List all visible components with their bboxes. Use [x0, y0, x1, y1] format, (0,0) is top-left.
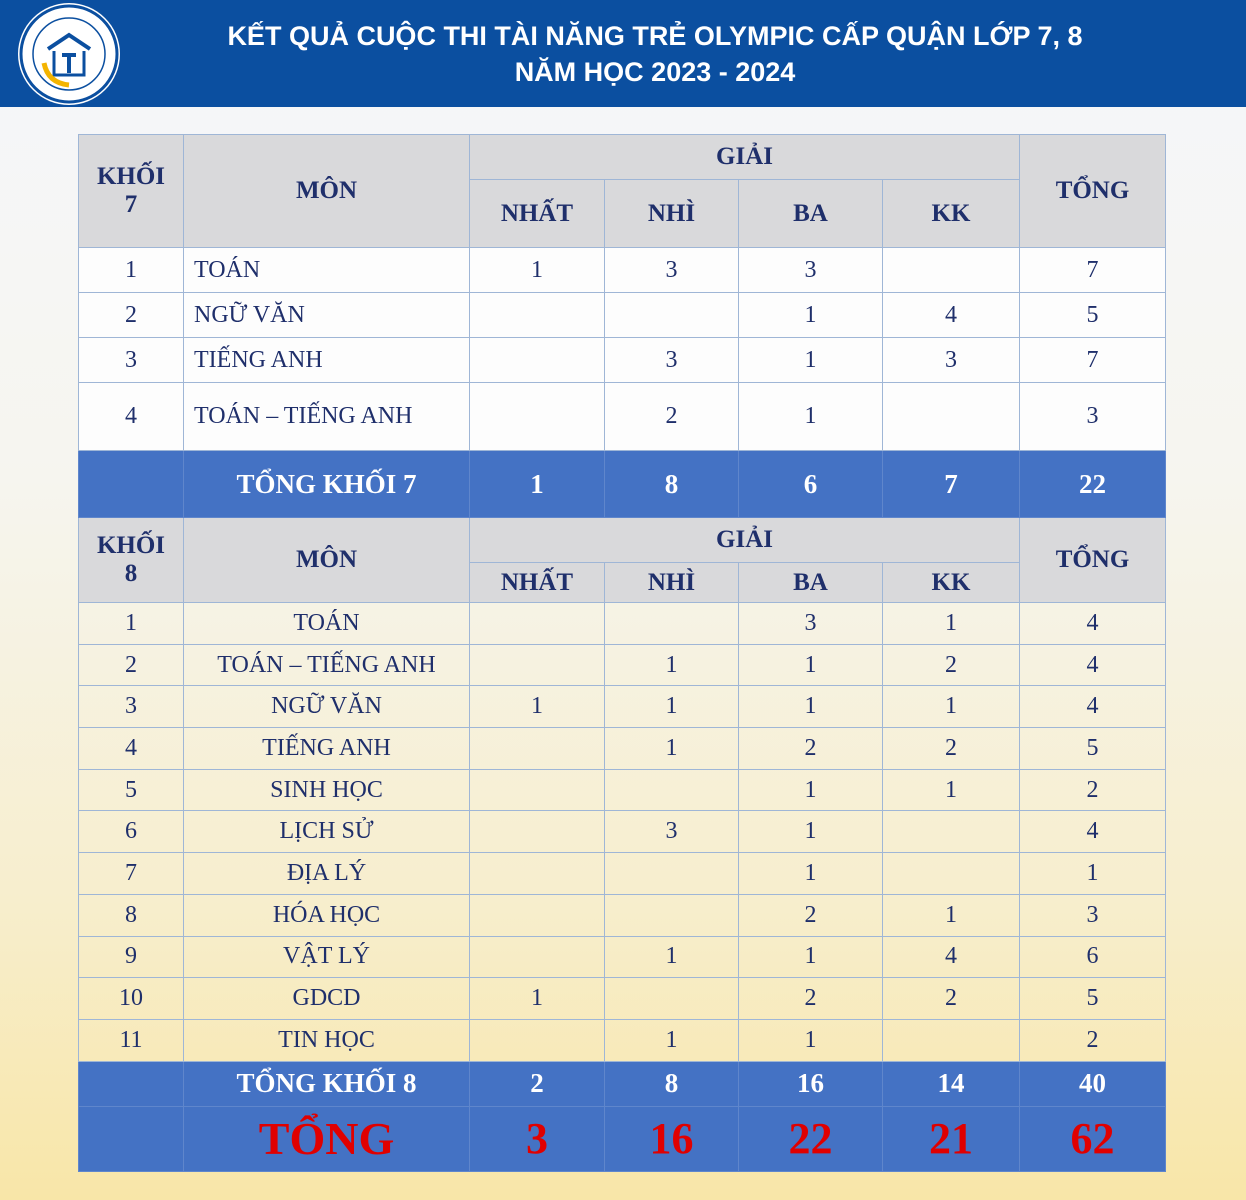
row-number: 3 [79, 686, 184, 728]
subject-name: NGỮ VĂN [184, 293, 470, 338]
second-prize-count: 2 [605, 383, 739, 451]
consolation-count: 4 [883, 936, 1020, 978]
table-row [79, 769, 1166, 811]
table-row [79, 894, 1166, 936]
row-total: 4 [1020, 686, 1166, 728]
total-label: TỔNG KHỐI 8 [184, 1061, 470, 1106]
total-second: 16 [605, 1106, 739, 1171]
row-number: 9 [79, 936, 184, 978]
total-third: 22 [739, 1106, 883, 1171]
first-prize-count [470, 603, 605, 645]
first-prize-count [470, 728, 605, 770]
total-third: 16 [739, 1061, 883, 1106]
header-row [79, 135, 1166, 180]
table-row [79, 811, 1166, 853]
first-prize-count [470, 1019, 605, 1061]
total-sum: 40 [1020, 1061, 1166, 1106]
subject-name: GDCD [184, 978, 470, 1020]
first-prize-count: 1 [470, 978, 605, 1020]
table-row [79, 686, 1166, 728]
header-row [79, 518, 1166, 563]
consolation-count: 3 [883, 338, 1020, 383]
third-prize-count: 2 [739, 728, 883, 770]
third-prize-header: BA [739, 563, 883, 603]
second-prize-count: 3 [605, 248, 739, 293]
subject-name: TOÁN – TIẾNG ANH [184, 644, 470, 686]
table-row [79, 728, 1166, 770]
subject-name: HÓA HỌC [184, 894, 470, 936]
total-label: TỔNG [184, 1106, 470, 1171]
row-total: 1 [1020, 853, 1166, 895]
third-prize-count: 1 [739, 338, 883, 383]
grade-label-line: 7 [124, 191, 138, 218]
second-prize-count: 1 [605, 644, 739, 686]
grand-total-row [79, 1106, 1166, 1171]
subject-name: LỊCH SỬ [184, 811, 470, 853]
third-prize-count: 2 [739, 978, 883, 1020]
total-second: 8 [605, 451, 739, 518]
row-number: 2 [79, 293, 184, 338]
row-total: 4 [1020, 811, 1166, 853]
consolation-count: 1 [883, 769, 1020, 811]
empty-cell [79, 1106, 184, 1171]
consolation-count [883, 248, 1020, 293]
row-number: 11 [79, 1019, 184, 1061]
row-total: 5 [1020, 293, 1166, 338]
third-prize-count: 1 [739, 1019, 883, 1061]
consolation-count [883, 1019, 1020, 1061]
first-prize-count [470, 853, 605, 895]
third-prize-count: 3 [739, 248, 883, 293]
table-row [79, 936, 1166, 978]
row-number: 2 [79, 644, 184, 686]
total-header: TỔNG [1020, 518, 1166, 603]
row-number: 1 [79, 248, 184, 293]
second-prize-count [605, 978, 739, 1020]
subject-name: ĐỊA LÝ [184, 853, 470, 895]
second-prize-count: 1 [605, 1019, 739, 1061]
row-number: 3 [79, 338, 184, 383]
grade-label [79, 135, 184, 248]
total-first: 3 [470, 1106, 605, 1171]
grade-label-line: KHỐI [96, 163, 166, 190]
row-number: 4 [79, 728, 184, 770]
second-prize-count [605, 603, 739, 645]
first-prize-count [470, 644, 605, 686]
consolation-count [883, 811, 1020, 853]
subject-name: SINH HỌC [184, 769, 470, 811]
subject-name: TOÁN [184, 603, 470, 645]
row-total: 6 [1020, 936, 1166, 978]
third-prize-count: 1 [739, 644, 883, 686]
consolation-count: 2 [883, 644, 1020, 686]
total-first: 2 [470, 1061, 605, 1106]
page-header [0, 0, 1246, 107]
second-prize-count [605, 894, 739, 936]
row-number: 7 [79, 853, 184, 895]
second-prize-header: NHÌ [605, 563, 739, 603]
subject-name: TOÁN [184, 248, 470, 293]
school-logo [18, 3, 120, 105]
row-number: 4 [79, 383, 184, 451]
consolation-header: KK [883, 563, 1020, 603]
consolation-count: 4 [883, 293, 1020, 338]
row-total: 7 [1020, 248, 1166, 293]
total-first: 1 [470, 451, 605, 518]
total-label: TỔNG KHỐI 7 [184, 451, 470, 518]
first-prize-count: 1 [470, 248, 605, 293]
third-prize-count: 3 [739, 603, 883, 645]
second-prize-count [605, 769, 739, 811]
grade7-total-row [79, 451, 1166, 518]
consolation-count: 1 [883, 603, 1020, 645]
table-row [79, 978, 1166, 1020]
table-row [79, 293, 1166, 338]
row-total: 7 [1020, 338, 1166, 383]
third-prize-count: 1 [739, 811, 883, 853]
row-total: 2 [1020, 1019, 1166, 1061]
total-sum: 62 [1020, 1106, 1166, 1171]
third-prize-header: BA [739, 180, 883, 248]
total-third: 6 [739, 451, 883, 518]
grade8-total-row [79, 1061, 1166, 1106]
first-prize-count [470, 293, 605, 338]
row-total: 2 [1020, 769, 1166, 811]
second-prize-count: 3 [605, 811, 739, 853]
first-prize-count [470, 383, 605, 451]
third-prize-count: 2 [739, 894, 883, 936]
consolation-count: 1 [883, 686, 1020, 728]
row-number: 8 [79, 894, 184, 936]
first-prize-count [470, 338, 605, 383]
subject-name: TOÁN – TIẾNG ANH [184, 383, 470, 451]
second-prize-count: 1 [605, 686, 739, 728]
third-prize-count: 1 [739, 383, 883, 451]
title-line-2: NĂM HỌC 2023 - 2024 [514, 57, 796, 87]
table-row [79, 853, 1166, 895]
row-number: 1 [79, 603, 184, 645]
row-total: 3 [1020, 383, 1166, 451]
row-number: 10 [79, 978, 184, 1020]
grade-label-line: KHỐI [96, 532, 166, 559]
row-total: 4 [1020, 603, 1166, 645]
third-prize-count: 1 [739, 853, 883, 895]
total-consolation: 14 [883, 1061, 1020, 1106]
subject-name: VẬT LÝ [184, 936, 470, 978]
row-total: 3 [1020, 894, 1166, 936]
total-consolation: 7 [883, 451, 1020, 518]
row-number: 6 [79, 811, 184, 853]
subject-header: MÔN [184, 518, 470, 603]
first-prize-header: NHẤT [470, 180, 605, 248]
table-row [79, 338, 1166, 383]
second-prize-count: 3 [605, 338, 739, 383]
second-prize-count [605, 853, 739, 895]
first-prize-count [470, 811, 605, 853]
award-header: GIẢI [470, 518, 1020, 563]
first-prize-count [470, 936, 605, 978]
table-row [79, 644, 1166, 686]
row-total: 4 [1020, 644, 1166, 686]
consolation-count: 2 [883, 728, 1020, 770]
subject-name: TIẾNG ANH [184, 728, 470, 770]
row-total: 5 [1020, 978, 1166, 1020]
row-total: 5 [1020, 728, 1166, 770]
empty-cell [79, 1061, 184, 1106]
row-number: 5 [79, 769, 184, 811]
table-row [79, 1019, 1166, 1061]
consolation-header: KK [883, 180, 1020, 248]
total-second: 8 [605, 1061, 739, 1106]
subject-header: MÔN [184, 135, 470, 248]
table-row [79, 383, 1166, 451]
subject-name: NGỮ VĂN [184, 686, 470, 728]
title-line-1: KẾT QUẢ CUỘC THI TÀI NĂNG TRẺ OLYMPIC CẤP QUẬN LỚP 7, 8 [227, 21, 1083, 51]
total-sum: 22 [1020, 451, 1166, 518]
second-prize-count: 1 [605, 936, 739, 978]
second-prize-count [605, 293, 739, 338]
page-title [140, 18, 1170, 90]
subject-name: TIN HỌC [184, 1019, 470, 1061]
empty-cell [79, 451, 184, 518]
consolation-count: 1 [883, 894, 1020, 936]
third-prize-count: 1 [739, 293, 883, 338]
consolation-count [883, 853, 1020, 895]
second-prize-header: NHÌ [605, 180, 739, 248]
results-table [78, 134, 1166, 1172]
first-prize-header: NHẤT [470, 563, 605, 603]
grade-label [79, 518, 184, 603]
consolation-count [883, 383, 1020, 451]
table-row [79, 603, 1166, 645]
first-prize-count [470, 769, 605, 811]
third-prize-count: 1 [739, 686, 883, 728]
consolation-count: 2 [883, 978, 1020, 1020]
award-header: GIẢI [470, 135, 1020, 180]
subject-name: TIẾNG ANH [184, 338, 470, 383]
first-prize-count: 1 [470, 686, 605, 728]
third-prize-count: 1 [739, 769, 883, 811]
table-row [79, 248, 1166, 293]
grade-label-line: 8 [124, 560, 138, 587]
total-consolation: 21 [883, 1106, 1020, 1171]
second-prize-count: 1 [605, 728, 739, 770]
first-prize-count [470, 894, 605, 936]
third-prize-count: 1 [739, 936, 883, 978]
total-header: TỔNG [1020, 135, 1166, 248]
